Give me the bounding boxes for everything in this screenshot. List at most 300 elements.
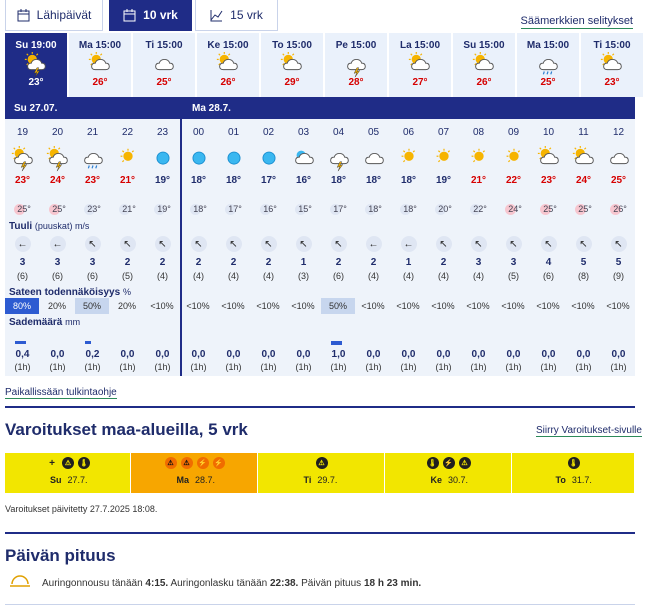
- partly-cloudy-icon: [571, 146, 597, 172]
- wind-gust: (4): [228, 271, 239, 281]
- wind-direction: [531, 236, 566, 252]
- hour-temp: 19°: [435, 175, 452, 186]
- wind-direction: [251, 236, 286, 252]
- clear-night-icon: [256, 146, 282, 172]
- sun-icon: [115, 146, 141, 172]
- hour-temp: 18°: [225, 175, 242, 186]
- hour-label: 10: [542, 127, 555, 138]
- rain-bar: [85, 341, 91, 344]
- rain-amount: 0,0: [401, 349, 416, 360]
- rain-bar: [15, 341, 26, 344]
- hour-feels-like: 20°: [426, 204, 461, 215]
- warning-icon: ⚠: [62, 457, 74, 469]
- precip-probability: <10%: [466, 301, 490, 311]
- warning-day-label: Ma 28.7.: [176, 475, 216, 485]
- wind-direction: [286, 236, 321, 252]
- hour-weather-icon: [566, 146, 601, 175]
- day-label: Ma 15:00: [526, 40, 570, 51]
- hour-weather-icon: [321, 146, 356, 175]
- day-temp: 25°: [156, 77, 172, 88]
- wind-gust: (5): [122, 271, 133, 281]
- rain-bar-cell: [75, 341, 110, 344]
- hour-temp: 23°: [14, 175, 31, 186]
- hour-label: 08: [472, 127, 485, 138]
- precip-probability: <10%: [536, 301, 560, 311]
- wind-arrow-icon: ↖: [506, 236, 522, 252]
- warning-icon: ⚡: [443, 457, 455, 469]
- rain-duration: (1h): [119, 362, 136, 372]
- wind-gust: (4): [473, 271, 484, 281]
- rain-amount: 0,4: [15, 349, 30, 360]
- day-tab[interactable]: [69, 33, 131, 97]
- wind-speed: 2: [230, 257, 237, 268]
- rain-duration: (1h): [84, 362, 101, 372]
- precip-probability: 50%: [321, 298, 355, 314]
- wind-speed: 2: [159, 257, 166, 268]
- thunder-sun-icon: [10, 146, 36, 172]
- day-temp: 28°: [348, 77, 364, 88]
- hour-weather-icon: [145, 146, 180, 175]
- tab-15-vrk[interactable]: [195, 0, 278, 31]
- divider: [5, 406, 635, 408]
- hour-temp: 17°: [260, 175, 277, 186]
- warnings-page-link[interactable]: Siirry Varoitukset-sivulle: [536, 425, 642, 436]
- hour-temp: 18°: [365, 175, 382, 186]
- wind-direction: [216, 236, 251, 252]
- warning-day-label: Su 27.7.: [50, 475, 88, 485]
- wind-speed: 4: [545, 257, 552, 268]
- rain-duration: (1h): [14, 362, 31, 372]
- rain-amount: 0,0: [436, 349, 451, 360]
- warnings-updated: Varoitukset päivitetty 27.7.2025 18:08.: [5, 504, 158, 514]
- wind-arrow-icon: ↖: [541, 236, 557, 252]
- partly-cloudy-icon: [536, 146, 562, 172]
- calendar-icon: [17, 9, 30, 22]
- day-label: Ke 15:00: [207, 40, 249, 51]
- day-temp: 23°: [604, 77, 620, 88]
- cloud-icon: [361, 146, 387, 172]
- wind-speed: 1: [300, 257, 307, 268]
- rain-amount: 0,0: [366, 349, 381, 360]
- hour-temp: 23°: [84, 175, 101, 186]
- warning-icon: ⚠: [459, 457, 471, 469]
- warning-day[interactable]: [512, 453, 635, 493]
- rain-bar-cell: [5, 341, 40, 344]
- rain-amount: 0,0: [120, 349, 135, 360]
- wind-speed: 3: [89, 257, 96, 268]
- hour-feels-like: 18°: [181, 204, 216, 215]
- hour-feels-like: 21°: [110, 204, 145, 215]
- hour-weather-icon: [110, 146, 145, 175]
- hour-weather-icon: [391, 146, 426, 175]
- divider: [5, 532, 635, 534]
- rain-amount: 0,0: [226, 349, 241, 360]
- hour-label: 03: [297, 127, 310, 138]
- warning-day-label: To 31.7.: [555, 475, 592, 485]
- warnings-title: Varoitukset maa-alueilla, 5 vrk: [5, 420, 248, 439]
- hour-temp: 25°: [610, 175, 627, 186]
- day-temp: 27°: [412, 77, 428, 88]
- rain-duration: (1h): [435, 362, 452, 372]
- date-band: [5, 97, 635, 119]
- hour-weather-icon: [286, 146, 321, 175]
- clear-night-icon: [150, 146, 176, 172]
- wind-direction: [496, 236, 531, 252]
- cloudy-night-icon: [291, 146, 317, 172]
- hour-temp: 21°: [119, 175, 136, 186]
- rain-bar: [331, 341, 342, 345]
- precip-probability: <10%: [256, 301, 280, 311]
- rain-duration: (1h): [540, 362, 557, 372]
- rain-cloud-icon: [535, 52, 561, 78]
- hour-label: 06: [402, 127, 415, 138]
- wind-gust: (4): [438, 271, 449, 281]
- hour-feels-like: 25°: [40, 204, 75, 215]
- wind-arrow-icon: ↖: [331, 236, 347, 252]
- rain-cloud-icon: [80, 146, 106, 172]
- wind-arrow-icon: ←: [50, 236, 66, 252]
- tab-label: 10 vrk: [143, 8, 178, 22]
- wind-speed: 5: [580, 257, 587, 268]
- day-tab[interactable]: [261, 33, 323, 97]
- hour-weather-icon: [75, 146, 110, 175]
- day-divider: [180, 97, 182, 376]
- wind-gust: (4): [157, 271, 168, 281]
- wind-arrow-icon: ←: [366, 236, 382, 252]
- precip-probability: 80%: [5, 298, 39, 314]
- hour-feels-like: 25°: [566, 204, 601, 215]
- rain-duration: (1h): [225, 362, 242, 372]
- partly-cloudy-icon: [599, 52, 625, 78]
- hour-feels-like: 24°: [496, 204, 531, 215]
- warning-day[interactable]: [385, 453, 512, 493]
- rain-duration: (1h): [365, 362, 382, 372]
- precip-probability: <10%: [150, 301, 174, 311]
- warning-icon: 🌡: [78, 457, 90, 469]
- rain-duration: (1h): [154, 362, 171, 372]
- wind-speed: 3: [475, 257, 482, 268]
- day-temp: 26°: [92, 77, 108, 88]
- hour-weather-icon: [356, 146, 391, 175]
- hour-weather-icon: [40, 146, 75, 175]
- day-label: To 15:00: [272, 40, 312, 51]
- wind-speed: 3: [54, 257, 61, 268]
- daylength-title: Päivän pituus: [5, 546, 116, 565]
- warning-icon: ⚠: [165, 457, 177, 469]
- hour-temp: 16°: [295, 175, 312, 186]
- wind-direction: [40, 236, 75, 252]
- day-tab[interactable]: [581, 33, 643, 97]
- hour-temp: 18°: [400, 175, 417, 186]
- hour-feels-like: 17°: [216, 204, 251, 215]
- wind-gust: (4): [368, 271, 379, 281]
- divider: [5, 604, 635, 605]
- wind-speed: 5: [615, 257, 622, 268]
- rain-duration: (1h): [610, 362, 627, 372]
- warning-day[interactable]: [258, 453, 385, 493]
- day-label: La 15:00: [399, 40, 441, 51]
- rain-duration: (1h): [295, 362, 312, 372]
- hour-label: 01: [227, 127, 240, 138]
- day-label: Ti 15:00: [145, 40, 183, 51]
- warning-icon: ⚠: [316, 457, 328, 469]
- partly-cloudy-icon: [87, 52, 113, 78]
- rain-amount: 0,0: [50, 349, 65, 360]
- rain-duration: (1h): [49, 362, 66, 372]
- day-label: Su 19:00: [15, 40, 57, 51]
- hour-feels-like: 25°: [531, 204, 566, 215]
- day-temp: 25°: [540, 77, 556, 88]
- hour-temp: 18°: [330, 175, 347, 186]
- wind-gust: (3): [298, 271, 309, 281]
- wind-arrow-icon: ↖: [436, 236, 452, 252]
- day-temp: 23°: [28, 77, 44, 88]
- wind-direction: [110, 236, 145, 252]
- wind-speed: 2: [440, 257, 447, 268]
- wind-direction: [461, 236, 496, 252]
- hour-label: 00: [192, 127, 205, 138]
- hour-temp: 18°: [190, 175, 207, 186]
- precip-probability: <10%: [571, 301, 595, 311]
- hour-label: 05: [367, 127, 380, 138]
- wind-speed: 3: [510, 257, 517, 268]
- sun-icon: [431, 146, 457, 172]
- date-left: Su 27.07.: [14, 103, 58, 114]
- hour-feels-like: 15°: [286, 204, 321, 215]
- wind-speed: 1: [405, 257, 412, 268]
- rain-amount: 0,0: [155, 349, 170, 360]
- hour-feels-like: 19°: [145, 204, 180, 215]
- clear-night-icon: [186, 146, 212, 172]
- rain-amount: 1,0: [331, 349, 346, 360]
- wind-speed: 2: [370, 257, 377, 268]
- precip-probability: <10%: [291, 301, 315, 311]
- hour-temp: 24°: [49, 175, 66, 186]
- hour-weather-icon: [5, 146, 40, 175]
- wind-arrow-icon: ↖: [85, 236, 101, 252]
- hour-weather-icon: [216, 146, 251, 175]
- day-label: Ma 15:00: [78, 40, 122, 51]
- precip-probability: <10%: [431, 301, 455, 311]
- precip-probability: 20%: [117, 301, 136, 311]
- hour-label: 22: [121, 127, 134, 138]
- wind-gust: (6): [543, 271, 554, 281]
- precip-probability: <10%: [396, 301, 420, 311]
- hour-temp: 21°: [470, 175, 487, 186]
- hour-label: 02: [262, 127, 275, 138]
- hour-temp: 23°: [540, 175, 557, 186]
- wind-arrow-icon: ←: [401, 236, 417, 252]
- hour-weather-icon: [181, 146, 216, 175]
- precip-probability: 20%: [47, 301, 66, 311]
- partly-cloudy-icon: [215, 52, 241, 78]
- precip-probability: 50%: [75, 298, 109, 314]
- hour-weather-icon: [531, 146, 566, 175]
- sun-icon: [501, 146, 527, 172]
- wind-gust: (6): [17, 271, 28, 281]
- hour-feels-like: 26°: [601, 204, 636, 215]
- hour-label: 12: [612, 127, 625, 138]
- hour-weather-icon: [251, 146, 286, 175]
- precip-probability: <10%: [501, 301, 525, 311]
- hour-feels-like: 18°: [391, 204, 426, 215]
- precip-amount-heading: Sademäärä mm: [9, 317, 81, 328]
- hour-feels-like: 18°: [356, 204, 391, 215]
- wind-direction: [391, 236, 426, 252]
- day-label: Ti 15:00: [593, 40, 631, 51]
- wind-direction: [601, 236, 636, 252]
- warning-day[interactable]: [131, 453, 258, 493]
- sun-icon: [466, 146, 492, 172]
- partly-cloudy-icon: [471, 52, 497, 78]
- hour-weather-icon: [496, 146, 531, 175]
- tab-label: 15 vrk: [230, 8, 263, 22]
- wind-gust: (9): [613, 271, 624, 281]
- wind-gust: (8): [578, 271, 589, 281]
- day-label: Pe 15:00: [335, 40, 377, 51]
- day-tab[interactable]: [389, 33, 451, 97]
- rain-amount: 0,0: [576, 349, 591, 360]
- hour-label: 21: [86, 127, 99, 138]
- day-tab[interactable]: [453, 33, 515, 97]
- precip-probability: <10%: [221, 301, 245, 311]
- hour-label: 09: [507, 127, 520, 138]
- calendar-icon: [123, 9, 136, 22]
- day-temp: 29°: [284, 77, 300, 88]
- wind-speed: 2: [335, 257, 342, 268]
- cloud-icon: [151, 52, 177, 78]
- warning-icon: +: [49, 457, 55, 469]
- hour-feels-like: 23°: [75, 204, 110, 215]
- day-tab[interactable]: [517, 33, 579, 97]
- wind-arrow-icon: ←: [15, 236, 31, 252]
- day-tab[interactable]: [325, 33, 387, 97]
- local-weather-guide-link[interactable]: Paikallissään tulkintaohje: [5, 387, 117, 398]
- clear-night-icon: [221, 146, 247, 172]
- precip-probability: <10%: [186, 301, 210, 311]
- warning-icon: ⚠: [181, 457, 193, 469]
- rain-bar-cell: [321, 341, 356, 345]
- rain-amount: 0,0: [471, 349, 486, 360]
- partly-cloudy-icon: [407, 52, 433, 78]
- hour-label: 11: [578, 127, 589, 138]
- warning-day-label: Ke 30.7.: [430, 475, 469, 485]
- wind-arrow-icon: ↖: [226, 236, 242, 252]
- sunrise-icon: [9, 574, 31, 588]
- rain-amount: 0,0: [541, 349, 556, 360]
- tab-lahipaivat[interactable]: [5, 0, 103, 31]
- hour-temp: 24°: [575, 175, 592, 186]
- partly-cloudy-icon: [279, 52, 305, 78]
- precip-probability: <10%: [361, 301, 385, 311]
- rain-amount: 0,2: [85, 349, 100, 360]
- wind-speed: 2: [265, 257, 272, 268]
- rain-amount: 0,0: [261, 349, 276, 360]
- day-temp: 26°: [476, 77, 492, 88]
- wind-direction: [321, 236, 356, 252]
- wind-gust: (5): [508, 271, 519, 281]
- hour-label: 20: [51, 127, 64, 138]
- warning-icon: 🌡: [427, 457, 439, 469]
- hour-label: 07: [437, 127, 450, 138]
- precip-probability: <10%: [606, 301, 630, 311]
- wind-direction: [426, 236, 461, 252]
- thunder-sun-icon: [23, 52, 49, 78]
- wind-direction: [181, 236, 216, 252]
- thunder-cloud-icon: [343, 52, 369, 78]
- hour-label: 19: [16, 127, 29, 138]
- sun-icon: [396, 146, 422, 172]
- wind-direction: [356, 236, 391, 252]
- day-tab[interactable]: [197, 33, 259, 97]
- warning-icon: 🌡: [568, 457, 580, 469]
- rain-duration: (1h): [400, 362, 417, 372]
- hour-label: 23: [156, 127, 169, 138]
- day-temp: 26°: [220, 77, 236, 88]
- hour-feels-like: 17°: [321, 204, 356, 215]
- wind-arrow-icon: ↖: [191, 236, 207, 252]
- hour-weather-icon: [426, 146, 461, 175]
- rain-amount: 0,0: [296, 349, 311, 360]
- tab-10-vrk[interactable]: [109, 0, 192, 31]
- wind-speed: 2: [195, 257, 202, 268]
- rain-duration: (1h): [575, 362, 592, 372]
- chart-icon: [210, 9, 223, 22]
- warning-day-label: Ti 29.7.: [303, 475, 338, 485]
- rain-amount: 0,0: [611, 349, 626, 360]
- wind-direction: [566, 236, 601, 252]
- wind-arrow-icon: ↖: [120, 236, 136, 252]
- rain-duration: (1h): [260, 362, 277, 372]
- rain-duration: (1h): [505, 362, 522, 372]
- wind-gust: (6): [52, 271, 63, 281]
- precip-prob-heading: Sateen todennäköisyys %: [9, 287, 131, 298]
- warning-icon: ⚡: [213, 457, 225, 469]
- wind-arrow-icon: ↖: [471, 236, 487, 252]
- hour-feels-like: 22°: [461, 204, 496, 215]
- wind-gust: (4): [263, 271, 274, 281]
- hour-temp: 19°: [154, 175, 171, 186]
- sun-info: Auringonnousu tänään 4:15. Auringonlasku tänään 22:38. Päivän pituus 18 h 23 min.: [42, 578, 422, 589]
- hour-weather-icon: [461, 146, 496, 175]
- rain-duration: (1h): [330, 362, 347, 372]
- hour-temp: 22°: [505, 175, 522, 186]
- wind-arrow-icon: ↖: [155, 236, 171, 252]
- day-tab[interactable]: [5, 33, 67, 97]
- warning-icon: ⚡: [197, 457, 209, 469]
- wind-direction: [75, 236, 110, 252]
- cloud-icon: [606, 146, 632, 172]
- wind-gust: (4): [403, 271, 414, 281]
- day-tab[interactable]: [133, 33, 195, 97]
- hour-feels-like: 25°: [5, 204, 40, 215]
- wind-arrow-icon: ↖: [261, 236, 277, 252]
- wind-arrow-icon: ↖: [611, 236, 627, 252]
- hour-feels-like: 16°: [251, 204, 286, 215]
- rain-duration: (1h): [190, 362, 207, 372]
- wind-arrow-icon: ↖: [576, 236, 592, 252]
- thunder-sun-icon: [45, 146, 71, 172]
- hour-weather-icon: [601, 146, 636, 175]
- tab-label: Lähipäivät: [36, 8, 92, 22]
- wind-speed: 3: [19, 257, 26, 268]
- wind-speed: 2: [124, 257, 131, 268]
- symbol-legend-link[interactable]: Säämerkkien selitykset: [520, 15, 633, 27]
- wind-direction: [145, 236, 180, 252]
- date-right: Ma 28.7.: [192, 103, 231, 114]
- wind-heading: Tuuli (puuskat) m/s: [9, 221, 90, 232]
- warning-day[interactable]: [5, 453, 131, 493]
